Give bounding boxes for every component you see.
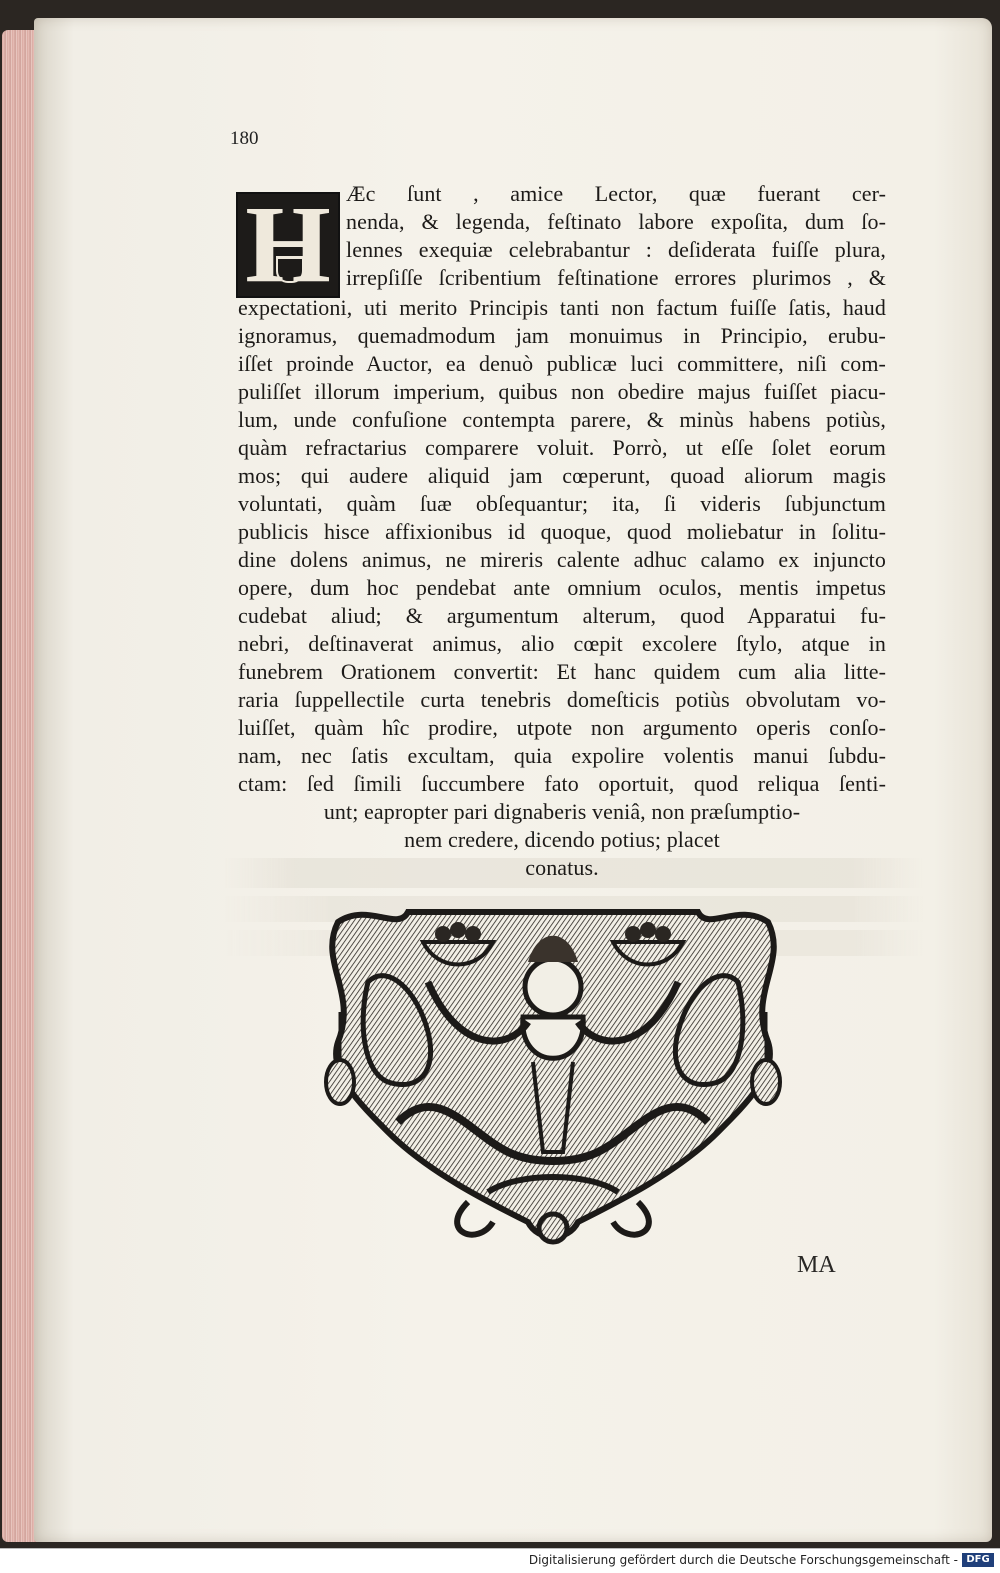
text-line: ignoramus, quemadmodum jam monuimus in Principio, erubu- [238,323,886,348]
text-line: Æc ſunt , amice Lector, quæ fuerant cer- [346,181,886,206]
text-line: dine dolens animus, ne mireris calente adhuc calamo ex injuncto [238,547,886,572]
text-line: nam, nec ſatis excultam, quia expolire volentis manui ſubdu- [238,743,886,768]
text-line: publicis hisce affixionibus id quoque, quod moliebatur in ſolitu- [238,519,886,544]
footer-bar [0,1548,1000,1573]
text-line: ctam: ſed ſimili ſuccumbere fato oportuit, quod reliqua ſenti- [238,771,886,796]
page-number: 180 [230,128,259,149]
text-line: conatus. [525,855,599,880]
text-line: unt; eapropter pari dignaberis veniâ, non præſumptio- [323,799,801,824]
text-line: irrepſiſſe ſcribentium feſtinatione errores plurimos , & [346,265,886,290]
decorated-initial [236,183,340,305]
text-line: expectationi, uti merito Principis tanti non factum fuiſſe ſatis, haud [238,295,886,320]
woodcut-ornament [318,902,788,1252]
text-line: funebrem Orationem convertit: Et hanc quidem cum alia litte- [238,659,886,684]
text-line: lennes exequiæ celebrabantur : deſiderata fuiſſe plura, [346,237,886,262]
text-line: mos; qui audere aliquid jam cœperunt, quoad aliorum magis [238,463,886,488]
text-line: quàm refractarius comparere voluit. Porrò, ut eſſe ſolet eorum [238,435,886,460]
catchword: MA [797,1252,836,1278]
vase-ornament [276,256,304,283]
page-edges [2,30,38,1542]
text-line: voluntati, quàm ſuæ obſequantur; ita, ſi videris ſubjunctum [238,491,886,516]
text-line: cudebat aliud; & argumentum alterum, quod Apparatui fu- [238,603,886,628]
initial-letter: H [245,183,331,305]
dfg-logo: DFG [962,1553,994,1567]
text-line: puliſſet illorum imperium, quibus non obedire majus fuiſſet piacu- [238,379,886,404]
text-line: nenda, & legenda, feſtinato labore expoſita, dum ſo- [346,209,886,234]
text-line: raria ſuppellectile curta tenebris domeſticis potiùs obvolutam vo- [238,687,886,712]
text-line: lum, unde confuſione contempta parere, & minùs habens potiùs, [238,407,886,432]
footer-credit: Digitalisierung gefördert durch die Deutsche Forschungsgemeinschaft - [528,1553,958,1567]
text-line: opere, dum hoc pendebat ante omnium oculos, mentis impetus [238,575,886,600]
text-line: luiſſet, quàm hîc prodire, utpote non argumento operis conſo- [238,715,886,740]
text-line: nebri, deſtinaverat animus, alio cœpit excolere ſtylo, atque in [238,631,886,656]
text-line: iſſet proinde Auctor, ea denuò publicæ luci committere, niſi com- [238,351,886,376]
text-line: nem credere, dicendo potius; placet [404,827,720,852]
